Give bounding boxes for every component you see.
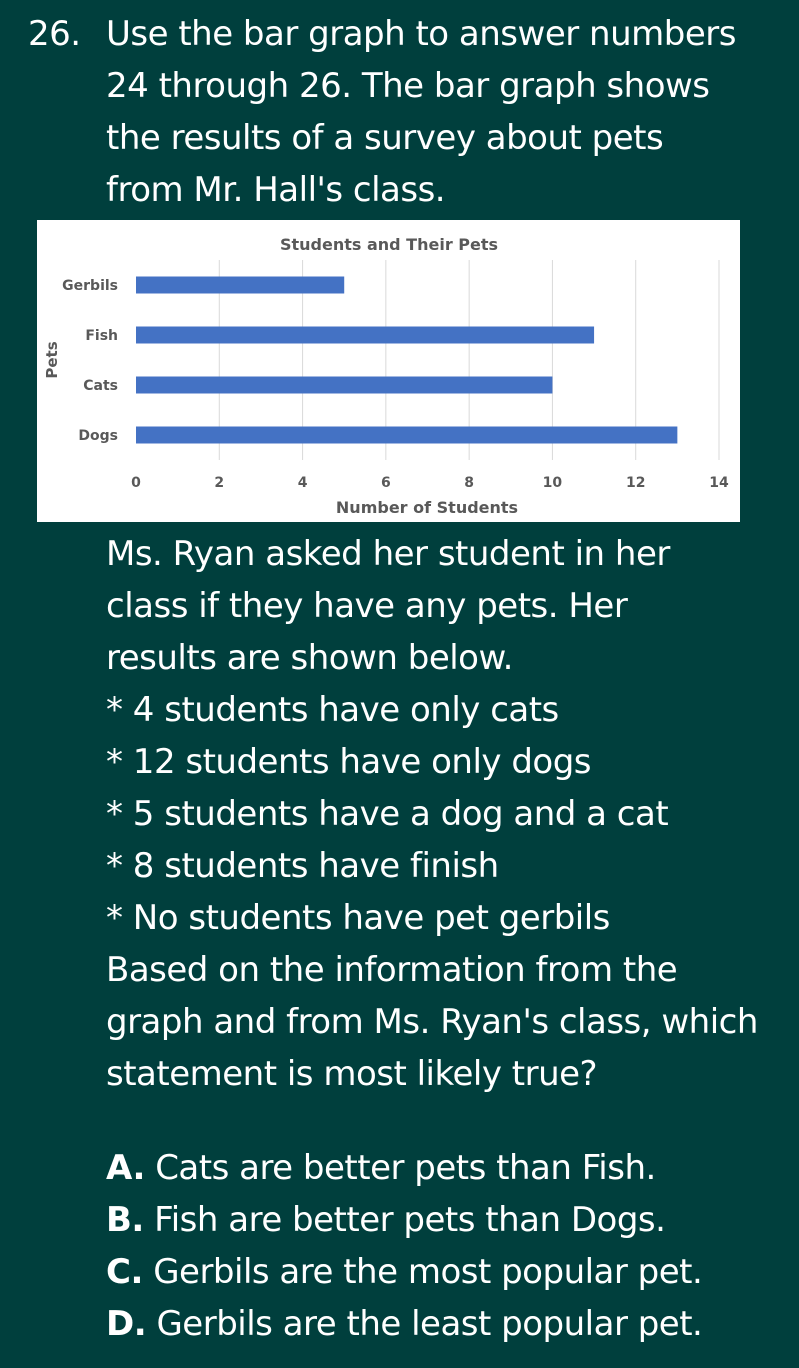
intro-line: Use the bar graph to answer numbers bbox=[106, 14, 736, 54]
question-body bbox=[106, 528, 758, 1100]
y-axis-title: Pets bbox=[43, 341, 61, 379]
x-axis-title: Number of Students bbox=[335, 498, 519, 517]
category-label-gerbils: Gerbils bbox=[62, 278, 118, 294]
x-tick-label: 8 bbox=[464, 475, 475, 491]
choice-text: Cats are better pets than Fish. bbox=[155, 1148, 656, 1188]
x-tick-label: 10 bbox=[542, 475, 563, 491]
choice-text: Gerbils are the least popular pet. bbox=[156, 1304, 703, 1344]
choice-letter: C. bbox=[106, 1252, 143, 1292]
bar-dogs bbox=[136, 427, 677, 444]
choice-d[interactable] bbox=[106, 1298, 702, 1350]
x-tick-label: 12 bbox=[625, 475, 646, 491]
x-tick-labels bbox=[131, 475, 729, 491]
question-number: 26. bbox=[28, 14, 81, 54]
bar-chart-svg bbox=[37, 220, 740, 522]
question-intro bbox=[106, 8, 736, 216]
bullet-fish: * 8 students have finish bbox=[106, 846, 499, 886]
category-label-dogs: Dogs bbox=[78, 428, 118, 444]
category-label-cats: Cats bbox=[83, 378, 118, 394]
body-line: Ms. Ryan asked her student in her bbox=[106, 534, 670, 574]
bullet-gerbils: * No students have pet gerbils bbox=[106, 898, 610, 938]
body-line: results are shown below. bbox=[106, 638, 513, 678]
x-tick-label: 6 bbox=[380, 475, 391, 491]
choice-c[interactable] bbox=[106, 1246, 702, 1298]
choice-text: Gerbils are the most popular pet. bbox=[153, 1252, 703, 1292]
choice-letter: D. bbox=[106, 1304, 147, 1344]
bar-fish bbox=[136, 327, 594, 344]
bullet-dog-and-cat: * 5 students have a dog and a cat bbox=[106, 794, 669, 834]
bar-chart bbox=[37, 220, 740, 522]
x-tick-label: 4 bbox=[297, 475, 308, 491]
x-tick-label: 0 bbox=[131, 475, 141, 491]
bullet-dogs: * 12 students have only dogs bbox=[106, 742, 592, 782]
chart-title: Students and Their Pets bbox=[279, 235, 499, 254]
intro-line: the results of a survey about pets bbox=[106, 118, 664, 158]
category-label-fish: Fish bbox=[85, 328, 118, 344]
choice-b[interactable] bbox=[106, 1194, 702, 1246]
bar-cats bbox=[136, 377, 552, 394]
choice-letter: B. bbox=[106, 1200, 144, 1240]
intro-line: from Mr. Hall's class. bbox=[106, 170, 446, 210]
answer-choices bbox=[106, 1142, 702, 1350]
intro-line: 24 through 26. The bar graph shows bbox=[106, 66, 710, 106]
body-line: graph and from Ms. Ryan's class, which bbox=[106, 1002, 758, 1042]
body-line: statement is most likely true? bbox=[106, 1054, 598, 1094]
body-line: Based on the information from the bbox=[106, 950, 678, 990]
choice-text: Fish are better pets than Dogs. bbox=[154, 1200, 666, 1240]
bars bbox=[136, 277, 677, 444]
x-tick-label: 14 bbox=[709, 475, 729, 491]
bullet-cats: * 4 students have only cats bbox=[106, 690, 559, 730]
bar-gerbils bbox=[136, 277, 344, 294]
x-tick-label: 2 bbox=[214, 475, 225, 491]
choice-letter: A. bbox=[106, 1148, 145, 1188]
body-line: class if they have any pets. Her bbox=[106, 586, 628, 626]
choice-a[interactable] bbox=[106, 1142, 702, 1194]
category-labels bbox=[62, 278, 118, 444]
